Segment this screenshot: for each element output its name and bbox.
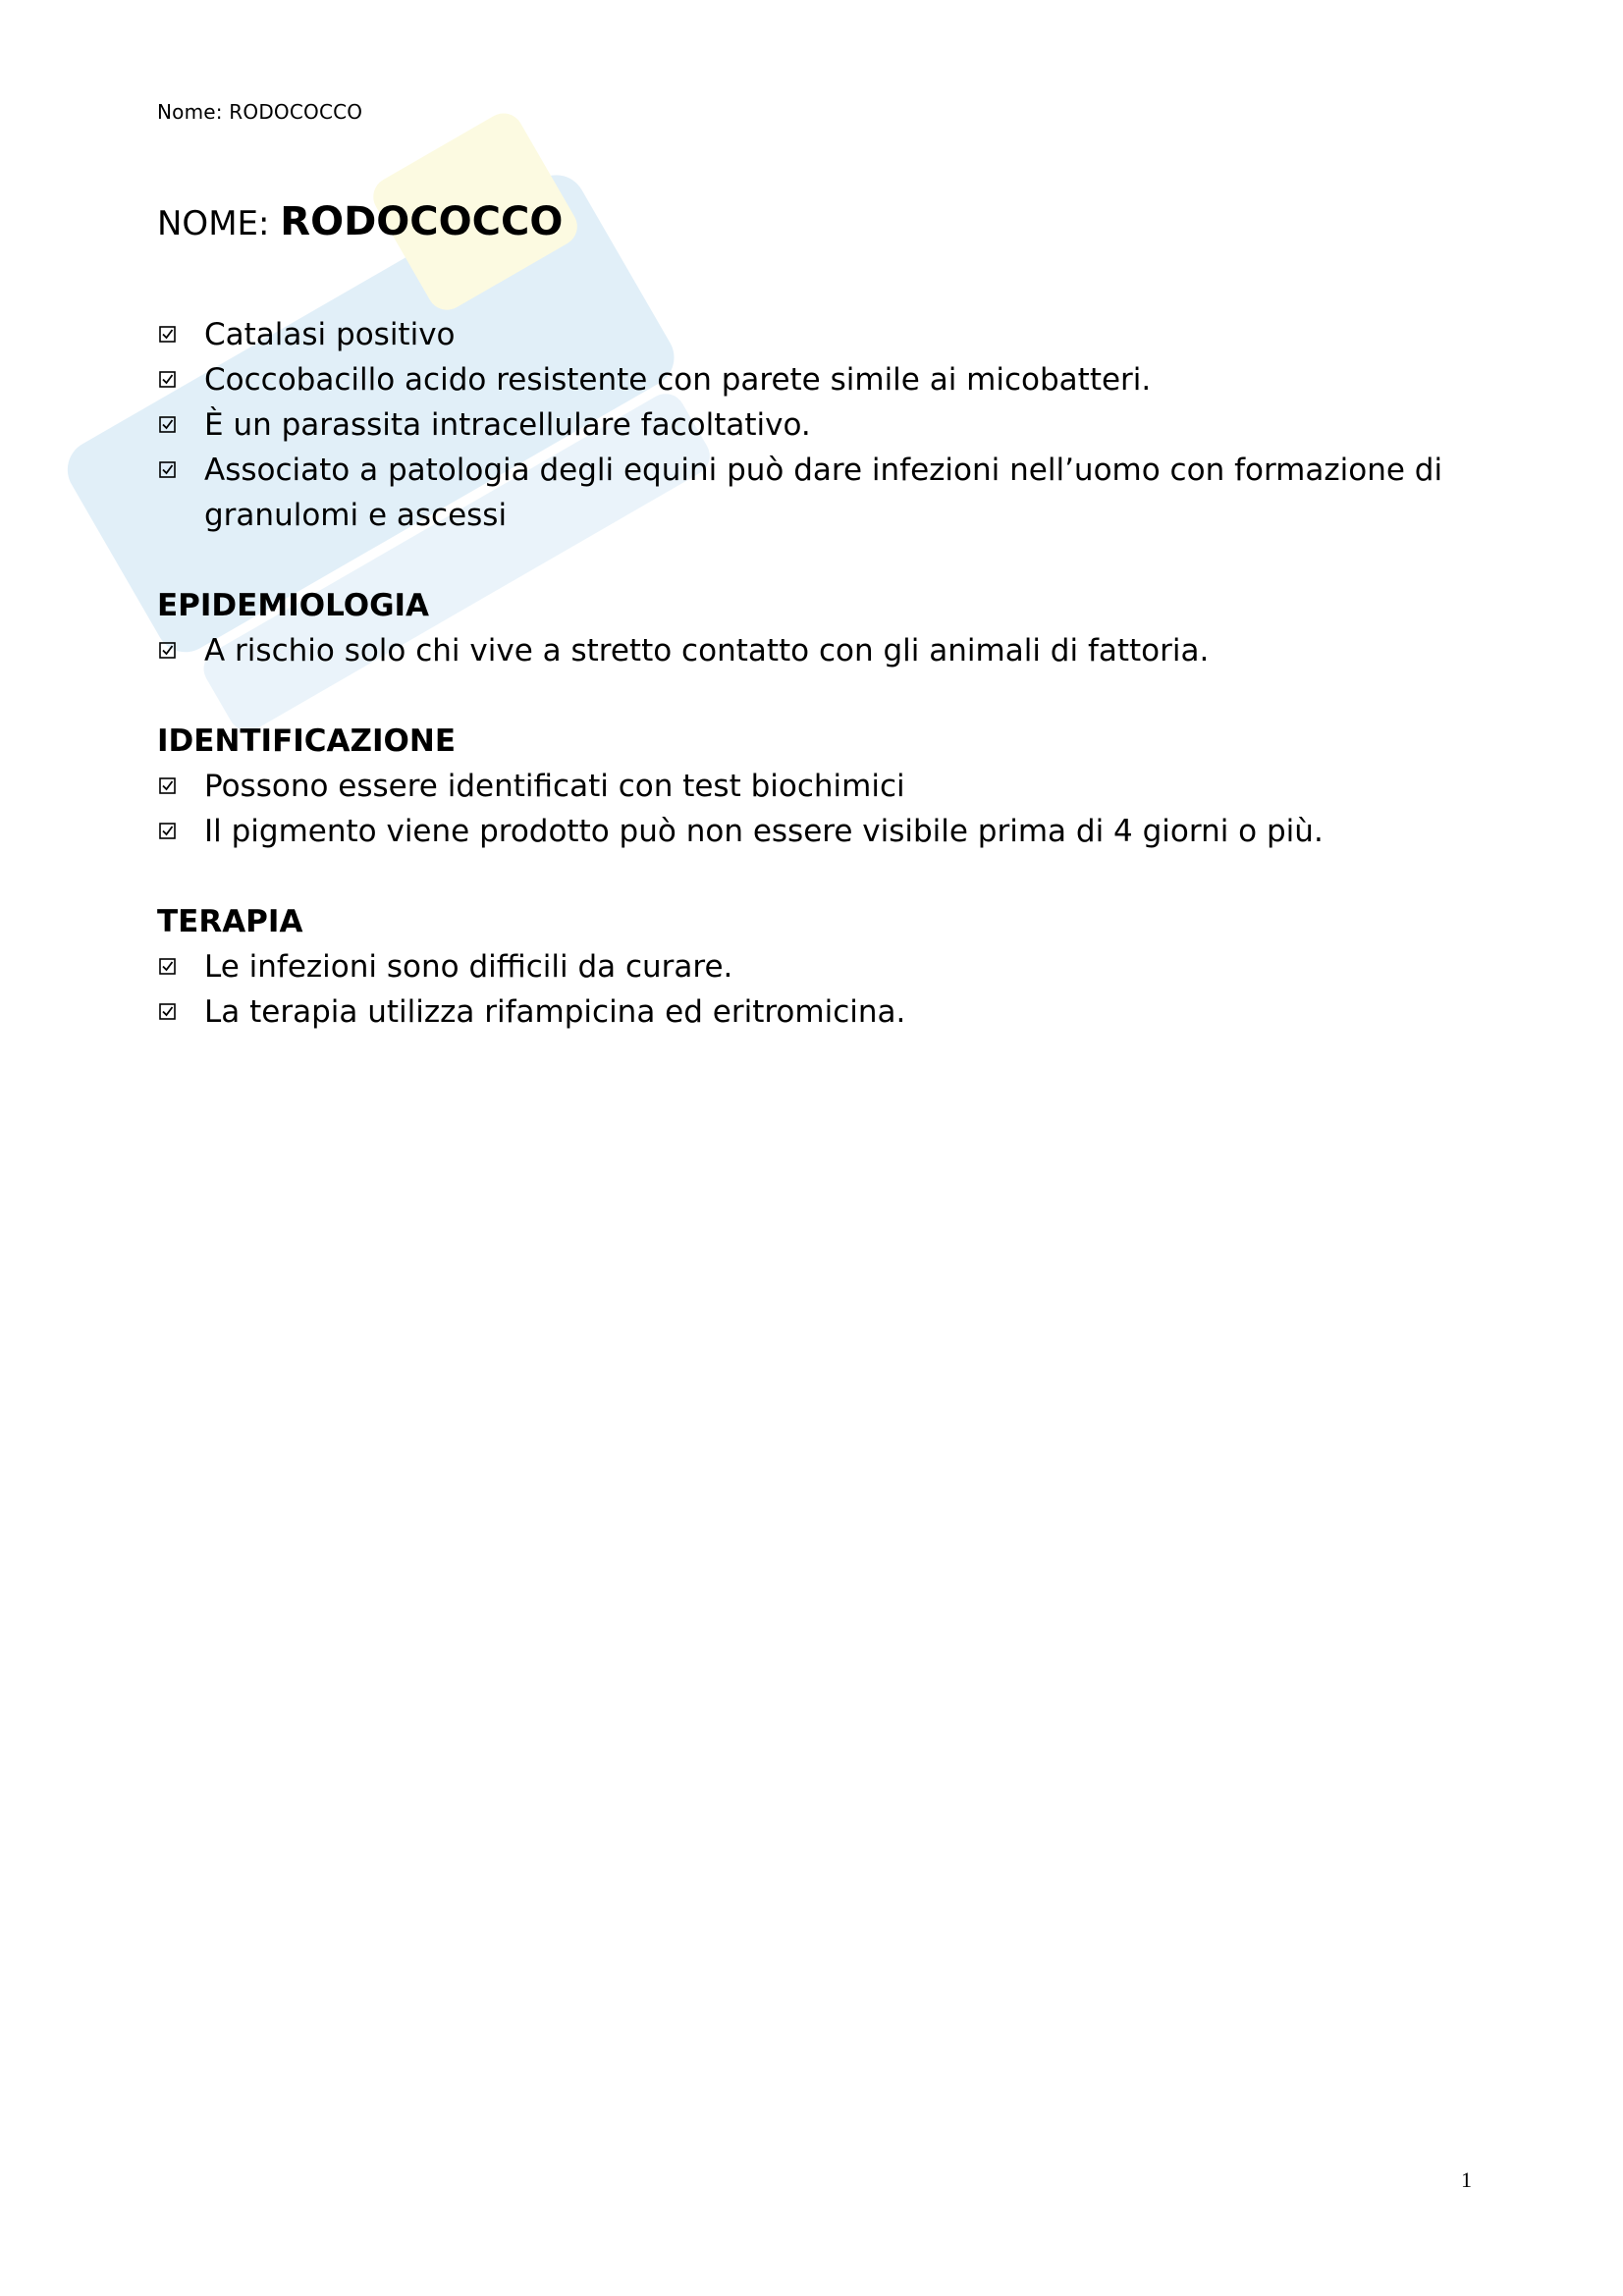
list-item-text: Il pigmento viene prodotto può non essere visibile prima di 4 giorni o più. [204, 814, 1324, 849]
checkbox-checked-icon [159, 958, 176, 975]
list-item [157, 764, 1473, 809]
list-item-text: A rischio solo chi vive a stretto contatto con gli animali di fattoria. [204, 633, 1210, 668]
section-terapia [157, 899, 1473, 1035]
checkbox-checked-icon [159, 1003, 176, 1020]
list-item-text: Coccobacillo acido resistente con parete simile ai micobatteri. [204, 362, 1152, 398]
section-list [157, 764, 1473, 854]
list-item [157, 402, 1473, 448]
section-heading: EPIDEMIOLOGIA [157, 588, 430, 623]
list-item-text: È un parassita intracellulare facoltativo. [204, 407, 811, 443]
section-epidemiologia [157, 583, 1473, 673]
list-item [157, 944, 1473, 989]
list-item-text: Catalasi positivo [204, 317, 456, 352]
page-title [157, 199, 564, 244]
section-list [157, 944, 1473, 1035]
list-item-text: Associato a patologia degli equini può dare infezioni nell’uomo con formazione di granulomi e ascessi [204, 453, 1443, 533]
title-name: RODOCOCCO [280, 199, 564, 244]
intro-list [157, 312, 1473, 538]
list-item-text: La terapia utilizza rifampicina ed eritromicina. [204, 994, 906, 1030]
checkbox-checked-icon [159, 823, 176, 839]
page-number: 1 [1461, 2167, 1472, 2192]
checkbox-checked-icon [159, 777, 176, 794]
list-item [157, 357, 1473, 402]
list-item [157, 312, 1473, 357]
checkbox-checked-icon [159, 416, 176, 433]
checkbox-checked-icon [159, 371, 176, 388]
list-item-text: Possono essere identificati con test biochimici [204, 769, 905, 804]
checkbox-checked-icon [159, 642, 176, 659]
list-item [157, 628, 1473, 673]
intro-section [157, 312, 1473, 538]
checkbox-checked-icon [159, 326, 176, 343]
list-item [157, 989, 1473, 1035]
section-identificazione [157, 719, 1473, 854]
document-body [157, 312, 1473, 1035]
checkbox-checked-icon [159, 461, 176, 478]
section-heading: TERAPIA [157, 904, 303, 939]
section-heading: IDENTIFICAZIONE [157, 723, 457, 759]
running-header: Nome: RODOCOCCO [157, 100, 363, 124]
title-prefix: NOME: [157, 204, 281, 243]
list-item-text: Le infezioni sono difficili da curare. [204, 949, 733, 985]
section-list [157, 628, 1473, 673]
list-item [157, 809, 1473, 854]
list-item [157, 448, 1473, 538]
